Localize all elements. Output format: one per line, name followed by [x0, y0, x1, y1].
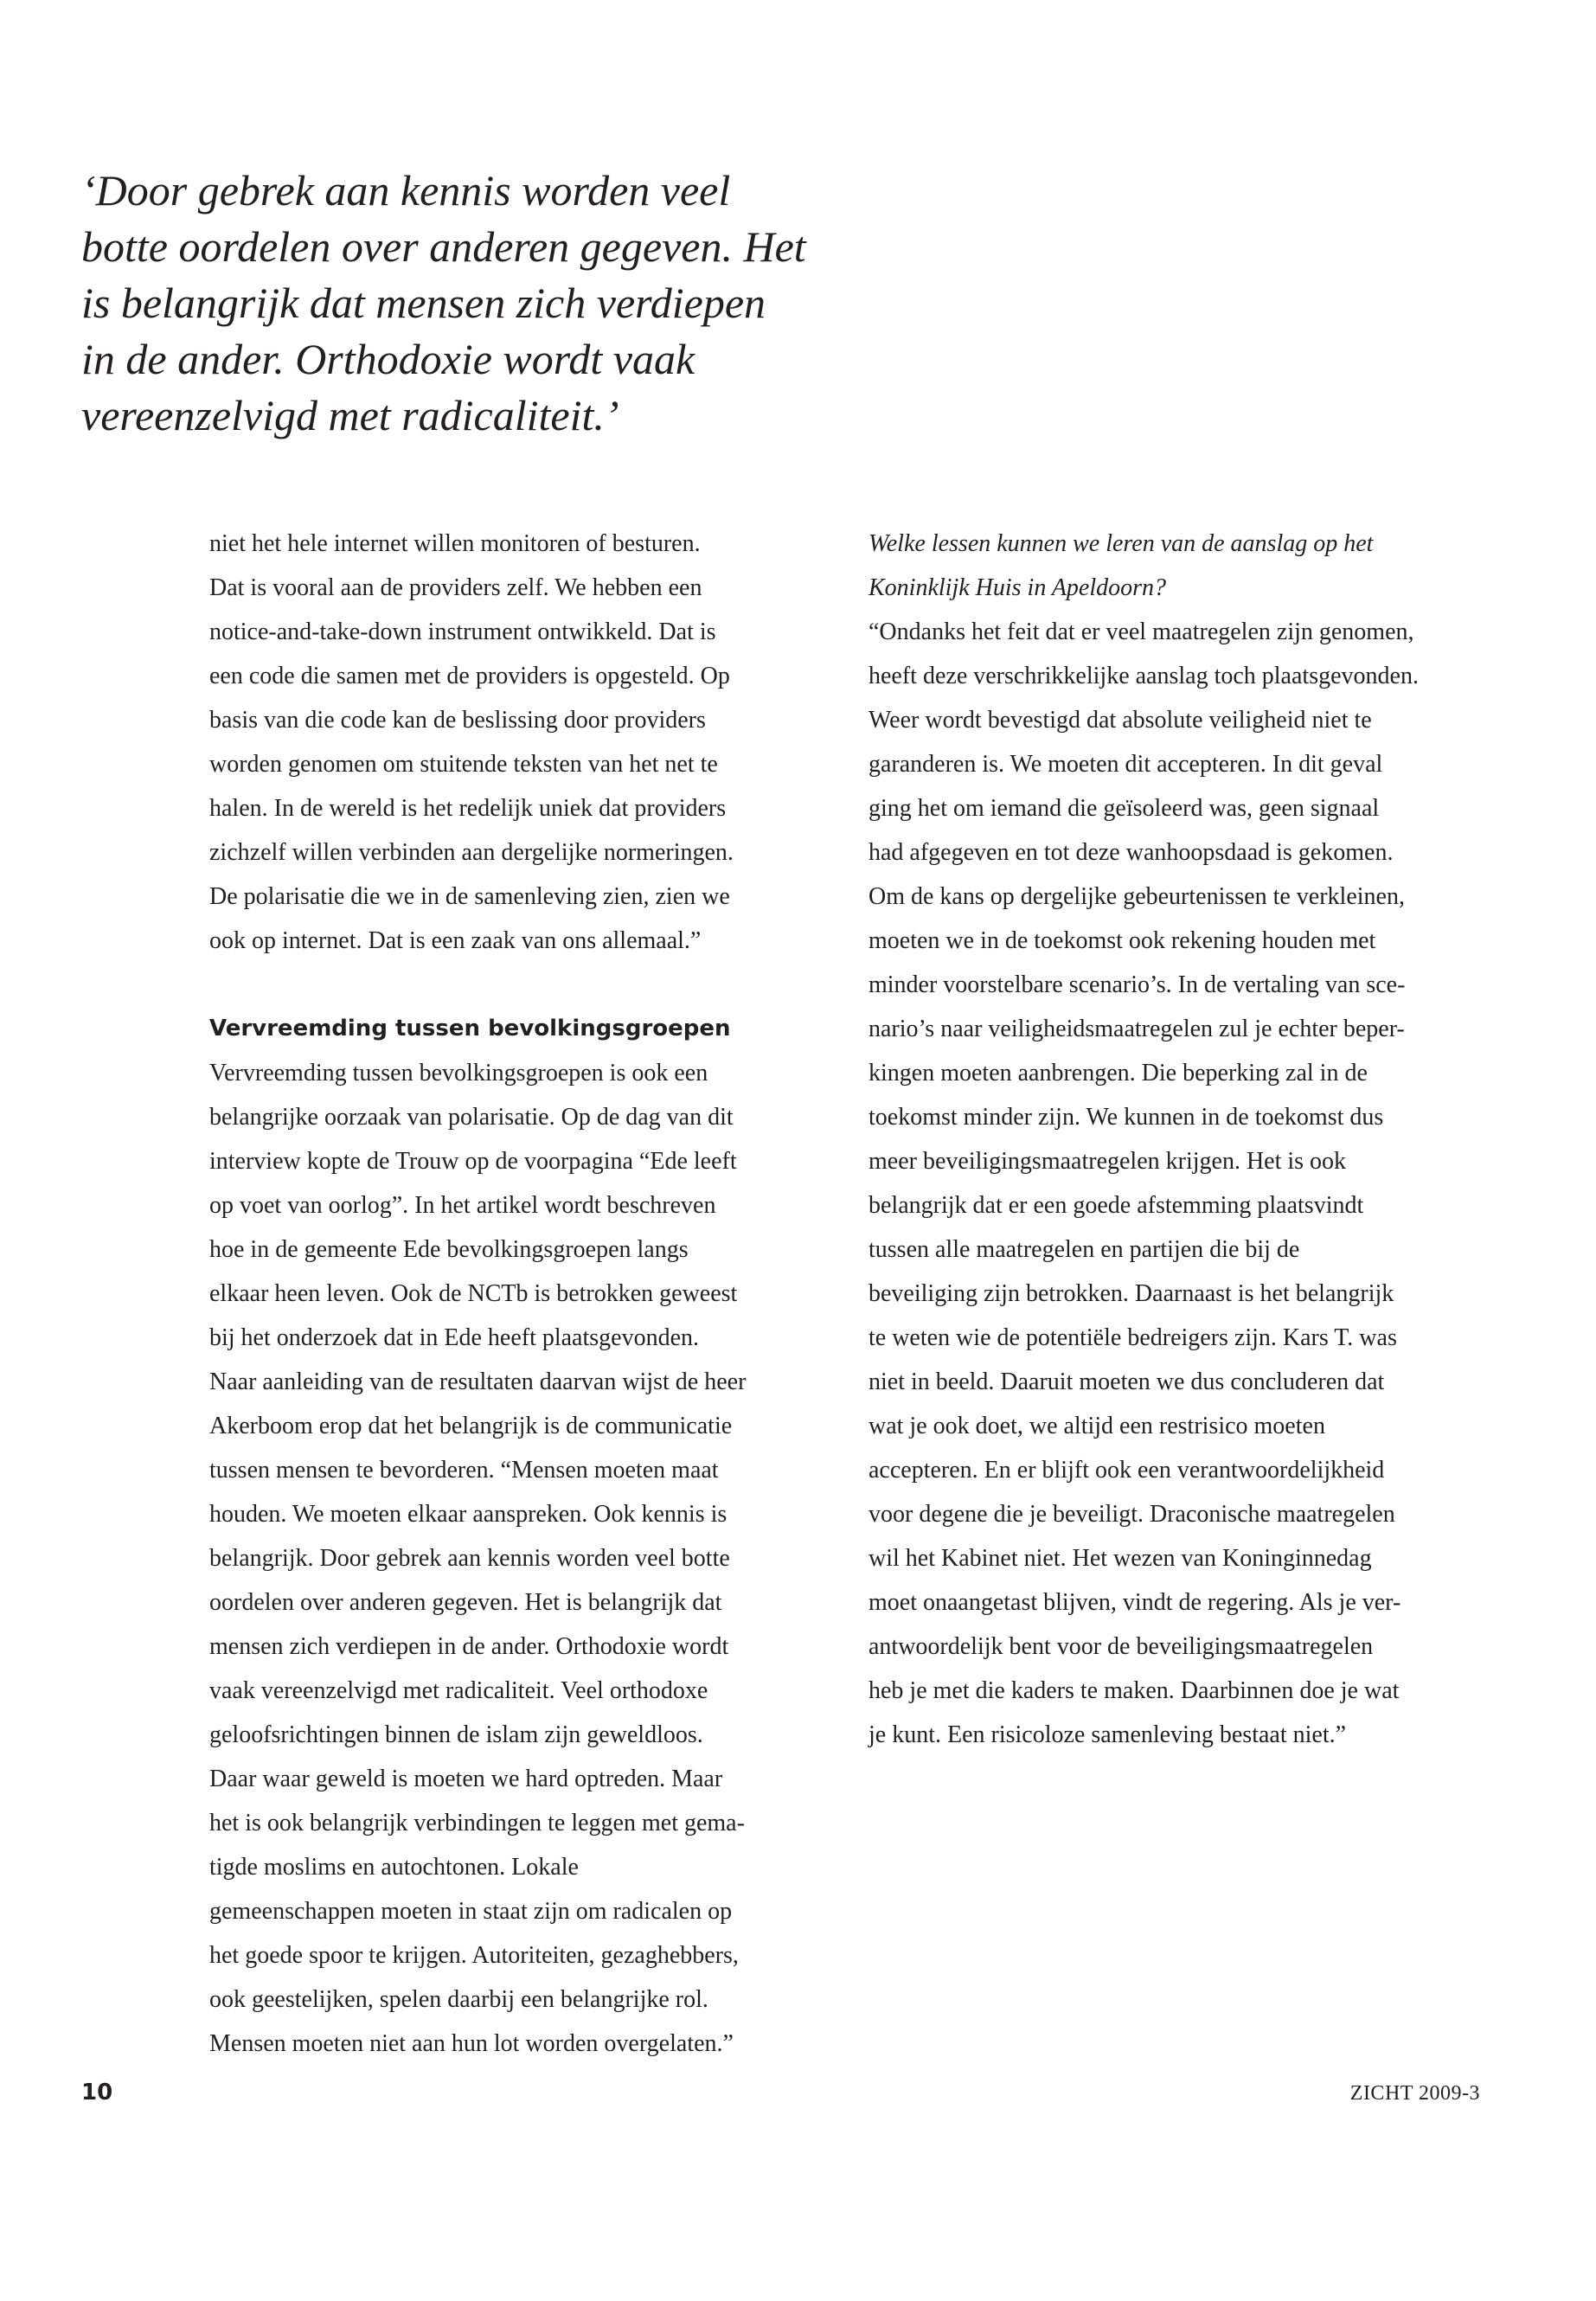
body-line: meer beveiligingsmaatregelen krijgen. Het is ook — [869, 1148, 1347, 1175]
body-line: Om de kans op dergelijke gebeurtenissen te verkleinen, — [869, 883, 1405, 910]
body-line: vaak vereenzelvigd met radicaliteit. Veel orthodoxe — [209, 1677, 708, 1704]
question-line: Koninklijk Huis in Apeldoorn? — [869, 574, 1167, 601]
body-line: De polarisatie die we in de samenleving zien, zien we — [209, 883, 730, 910]
body-line: ook op internet. Dat is een zaak van ons allemaal.” — [209, 927, 702, 954]
body-line: zichzelf willen verbinden aan dergelijke normeringen. — [209, 839, 734, 866]
body-line: Mensen moeten niet aan hun lot worden overgelaten.” — [209, 2030, 734, 2057]
section-heading: Vervreemding tussen bevolkingsgroepen — [209, 1016, 731, 1042]
body-line: belangrijk. Door gebrek aan kennis worden veel botte — [209, 1545, 730, 1572]
body-line: hoe in de gemeente Ede bevolkingsgroepen langs — [209, 1236, 689, 1263]
body-line: heeft deze verschrikkelijke aanslag toch plaatsgevonden. — [869, 663, 1419, 689]
body-line: bij het onderzoek dat in Ede heeft plaatsgevonden. — [209, 1324, 700, 1351]
body-line: te weten wie de potentiële bedreigers zijn. Kars T. was — [869, 1324, 1397, 1351]
body-line: kingen moeten aanbrengen. Die beperking zal in de — [869, 1060, 1368, 1086]
body-line: Dat is vooral aan de providers zelf. We hebben een — [209, 574, 702, 601]
body-line: interview kopte de Trouw op de voorpagina “Ede leeft — [209, 1148, 737, 1175]
body-line: wat je ook doet, we altijd een restrisico moeten — [869, 1413, 1325, 1439]
body-line: belangrijk dat er een goede afstemming plaatsvindt — [869, 1192, 1364, 1219]
right-column — [869, 522, 1491, 1757]
body-line: had afgegeven en tot deze wanhoopsdaad is gekomen. — [869, 839, 1394, 866]
body-line: notice-and-take-down instrument ontwikkeld. Dat is — [209, 619, 716, 645]
body-line: accepteren. En er blijft ook een verantwoordelijkheid — [869, 1457, 1385, 1484]
interview-question — [869, 522, 1491, 610]
body-line: heb je met die kaders te maken. Daarbinnen doe je wat — [869, 1677, 1400, 1704]
body-line: een code die samen met de providers is opgesteld. Op — [209, 663, 730, 689]
body-line: Vervreemding tussen bevolkingsgroepen is ook een — [209, 1060, 708, 1086]
body-line: ging het om iemand die geïsoleerd was, geen signaal — [869, 795, 1380, 822]
body-line: het is ook belangrijk verbindingen te leggen met gema- — [209, 1810, 745, 1836]
body-line: “Ondanks het feit dat er veel maatregelen zijn genomen, — [869, 619, 1414, 645]
body-line: ook geestelijken, spelen daarbij een belangrijke rol. — [209, 1986, 708, 2013]
body-line: Naar aanleiding van de resultaten daarvan wijst de heer — [209, 1368, 747, 1395]
body-line: nario’s naar veiligheidsmaatregelen zul je echter beper- — [869, 1016, 1405, 1042]
body-line: tigde moslims en autochtonen. Lokale — [209, 1854, 579, 1881]
body-line: beveiliging zijn betrokken. Daarnaast is het belangrijk — [869, 1280, 1394, 1307]
left-column — [209, 522, 832, 2066]
body-line: Daar waar geweld is moeten we hard optreden. Maar — [209, 1766, 723, 1792]
body-line: Weer wordt bevestigd dat absolute veiligheid niet te — [869, 707, 1372, 734]
body-line: toekomst minder zijn. We kunnen in de toekomst dus — [869, 1104, 1384, 1131]
body-line: antwoordelijk bent voor de beveiligingsmaatregelen — [869, 1633, 1374, 1660]
body-line: elkaar heen leven. Ook de NCTb is betrokken geweest — [209, 1280, 738, 1307]
pull-quote-line: in de ander. Orthodoxie wordt vaak — [81, 335, 695, 383]
page-number: 10 — [81, 2080, 113, 2106]
body-line: garanderen is. We moeten dit accepteren. In dit geval — [869, 751, 1383, 778]
paragraph-internet — [209, 522, 832, 963]
body-line: geloofsrichtingen binnen de islam zijn geweldloos. — [209, 1721, 703, 1748]
body-line: oordelen over anderen gegeven. Het is belangrijk dat — [209, 1589, 722, 1616]
body-line: worden genomen om stuitende teksten van het net te — [209, 751, 718, 778]
body-line: minder voorstelbare scenario’s. In de vertaling van sce- — [869, 971, 1406, 998]
body-line: op voet van oorlog”. In het artikel wordt beschreven — [209, 1192, 716, 1219]
paragraph-vervreemding — [209, 1051, 832, 2066]
body-line: houden. We moeten elkaar aanspreken. Ook kennis is — [209, 1501, 727, 1528]
body-line: moet onaangetast blijven, vindt de regering. Als je ver- — [869, 1589, 1401, 1616]
body-line: tussen alle maatregelen en partijen die bij de — [869, 1236, 1300, 1263]
magazine-issue: ZICHT 2009-3 — [1349, 2082, 1480, 2105]
pull-quote-line: ‘Door gebrek aan kennis worden veel — [81, 166, 731, 215]
body-line: het goede spoor te krijgen. Autoriteiten, gezaghebbers, — [209, 1942, 739, 1969]
body-line: belangrijke oorzaak van polarisatie. Op de dag van dit — [209, 1104, 734, 1131]
body-line: niet het hele internet willen monitoren of besturen. — [209, 530, 701, 557]
body-line: gemeenschappen moeten in staat zijn om radicalen op — [209, 1898, 733, 1925]
pull-quote-line: is belangrijk dat mensen zich verdiepen — [81, 279, 766, 327]
body-line: wil het Kabinet niet. Het wezen van Koninginnedag — [869, 1545, 1372, 1572]
body-line: basis van die code kan de beslissing door providers — [209, 707, 706, 734]
pull-quote — [81, 163, 843, 444]
body-line: je kunt. Een risicoloze samenleving bestaat niet.” — [869, 1721, 1347, 1748]
body-line: mensen zich verdiepen in de ander. Orthodoxie wordt — [209, 1633, 729, 1660]
interview-answer — [869, 610, 1491, 1757]
body-line: moeten we in de toekomst ook rekening houden met — [869, 927, 1376, 954]
body-line: Akerboom erop dat het belangrijk is de communicatie — [209, 1413, 733, 1439]
body-line: voor degene die je beveiligt. Draconische maatregelen — [869, 1501, 1395, 1528]
pull-quote-line: vereenzelvigd met radicaliteit.’ — [81, 391, 619, 439]
body-line: niet in beeld. Daaruit moeten we dus concluderen dat — [869, 1368, 1385, 1395]
paragraph-gap — [209, 963, 832, 1007]
body-line: tussen mensen te bevorderen. “Mensen moeten maat — [209, 1457, 719, 1484]
pull-quote-line: botte oordelen over anderen gegeven. Het — [81, 222, 806, 271]
question-line: Welke lessen kunnen we leren van de aanslag op het — [869, 530, 1374, 557]
body-line: halen. In de wereld is het redelijk uniek dat providers — [209, 795, 727, 822]
